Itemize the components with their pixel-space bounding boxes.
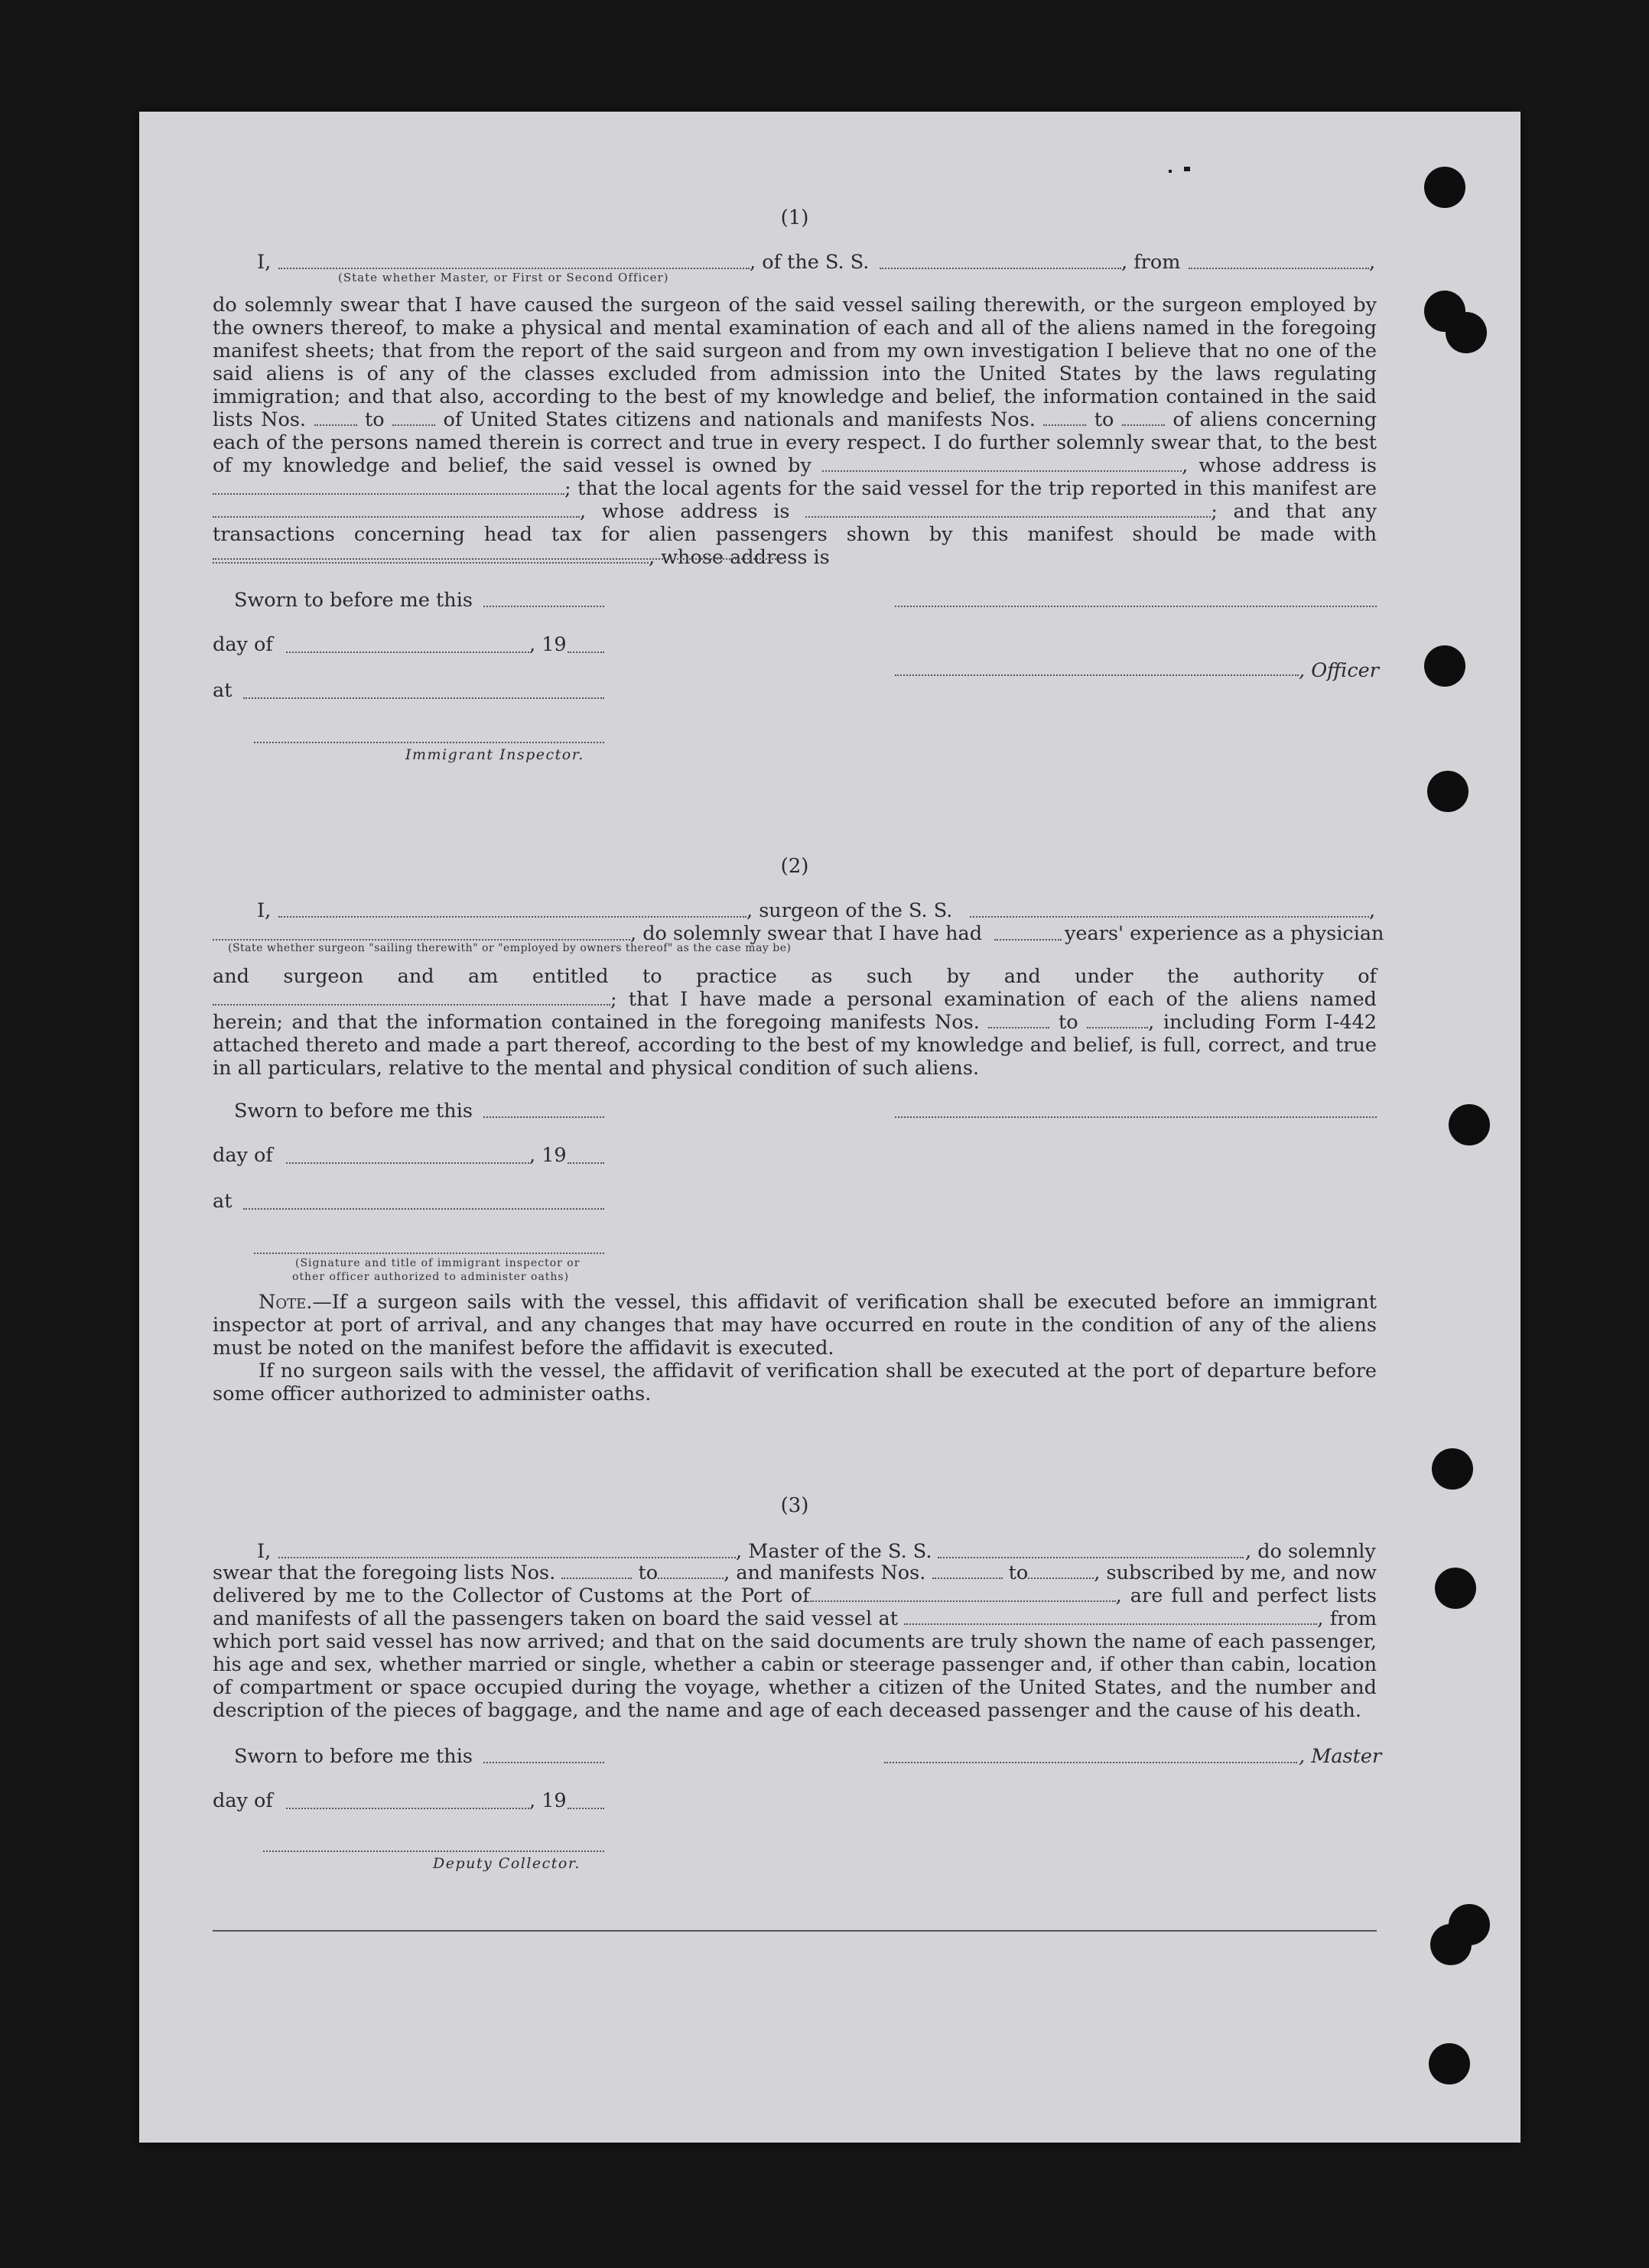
at-place-field-2[interactable] — [243, 1208, 604, 1210]
binder-hole — [1430, 1924, 1472, 1965]
text: years' experience as a physician — [1065, 922, 1384, 945]
text: do solemnly swear that I have caused the surgeon of the said vessel sailing therewith, or the surgeon employed by the owners thereof, to make a physical and mental examination of each and all of the aliens named in the foregoing manifest sheets; that from the report of the said surgeon and from my own investigation I believe that no one of the said aliens is of any of the classes excluded from admission into the United States by the laws regulating immigration; and that also, according to the best of my knowledge and belief, the information contained in the said lists Nos. — [213, 294, 1377, 431]
inspector-signature-field[interactable] — [254, 742, 604, 743]
text: I, — [257, 899, 272, 922]
ink-speck — [1184, 167, 1190, 171]
text: , — [1369, 899, 1376, 922]
text: , 19 — [529, 1144, 567, 1167]
text: Deputy Collector. — [433, 1855, 581, 1872]
section-2-body — [213, 965, 1377, 1080]
text: , — [1369, 251, 1376, 274]
text: Immigrant Inspector. — [405, 746, 584, 763]
officer-signature-field[interactable] — [895, 674, 1299, 676]
binder-hole — [1424, 645, 1465, 687]
text: I, — [257, 251, 272, 274]
at-label-1 — [213, 679, 232, 702]
text: other officer authorized to administer oaths) — [292, 1271, 570, 1283]
master-vessel-field[interactable] — [938, 1557, 1244, 1558]
text: swear that the foregoing lists Nos. — [213, 1561, 556, 1584]
text: If no surgeon sails with the vessel, the affidavit of verification shall be executed at the port of departure before some officer authorized to administer oaths. — [213, 1360, 1377, 1405]
text: of United States citizens and nationals and manifests Nos. — [443, 408, 1036, 431]
text: Sworn to before me this — [234, 1100, 473, 1123]
binder-hole — [1429, 2043, 1470, 2084]
text: (Signature and title of immigrant inspector or — [295, 1257, 581, 1269]
from-label — [1121, 251, 1180, 274]
text: , 19 — [529, 633, 567, 656]
manifests-from-field[interactable] — [932, 1564, 1003, 1579]
day-of-label-1 — [213, 633, 273, 656]
binder-hole — [1449, 1104, 1490, 1145]
text: Sworn to before me this — [234, 1745, 473, 1768]
sworn-date-field-1[interactable] — [483, 606, 604, 607]
year-field-3[interactable] — [568, 1808, 604, 1809]
year-label-1 — [529, 633, 567, 656]
section-number: (2) — [780, 855, 809, 878]
text: I, — [257, 1540, 272, 1563]
master-label — [1299, 1745, 1381, 1768]
inspector-label — [405, 746, 584, 763]
list-no-to-field[interactable] — [392, 411, 435, 426]
text: , including Form I-442 attached thereto and made a part thereof, according to the best of my knowledge and belief, is full, correct, and true in all particulars, relative to the mental and physical condition of such aliens. — [213, 1011, 1377, 1080]
surgeon-name-field[interactable] — [278, 916, 746, 918]
text: that I have made a personal examination of each of the aliens named herein; and that the information contained in the foregoing manifests Nos. — [213, 988, 1377, 1034]
master-signature-field[interactable] — [884, 1762, 1297, 1763]
lists-to-field[interactable] — [658, 1564, 724, 1579]
manifest-no-to-field[interactable] — [1122, 411, 1165, 426]
text: , — [580, 500, 587, 523]
note — [213, 1291, 1377, 1405]
text: at — [213, 1190, 233, 1213]
text: and surgeon and am entitled to practice as such by and under the authority of — [213, 965, 1377, 988]
text: at — [213, 679, 233, 702]
lists-from-field[interactable] — [561, 1564, 632, 1579]
surgeon-status-field[interactable] — [213, 939, 630, 941]
text: to — [638, 1561, 659, 1584]
section-3-body — [213, 1561, 1377, 1722]
year-field-2[interactable] — [568, 1162, 604, 1164]
text: —If a surgeon sails with the vessel, this affidavit of verification shall be executed before an immigrant inspector at port of arrival, and any changes that may have occurred en route in the condition of any of the aliens must be noted on the manifest before the affidavit is executed. — [213, 1291, 1377, 1360]
section-number: (1) — [780, 206, 809, 229]
binder-hole — [1427, 771, 1468, 812]
master-of-ss-label — [736, 1540, 932, 1563]
text: to — [1008, 1561, 1029, 1584]
text: , Master of the S. S. — [736, 1540, 932, 1563]
owner-address-field[interactable] — [213, 479, 564, 495]
note-paragraph-2 — [213, 1360, 1377, 1405]
comma — [1369, 899, 1375, 922]
witness-caption-1 — [295, 1257, 580, 1269]
text: ; — [610, 988, 617, 1011]
witness-signature-field[interactable] — [254, 1253, 604, 1254]
year-field-1[interactable] — [568, 651, 604, 653]
text: (State whether surgeon "sailing therewith" or "employed by owners thereof" as the case may be) — [228, 942, 792, 954]
deputy-label — [433, 1855, 581, 1872]
at-place-field-1[interactable] — [243, 697, 604, 699]
day-of-label-3 — [213, 1789, 273, 1812]
note-paragraph-1 — [213, 1291, 1377, 1360]
section-1-first-line — [257, 251, 271, 274]
text: , do solemnly — [1245, 1540, 1376, 1563]
officer-caption — [338, 271, 669, 284]
text: (State whether Master, or First or Second Officer) — [338, 271, 669, 284]
year-label-3 — [529, 1789, 567, 1812]
text: of aliens concerning each of the persons named therein is correct and true in every respect. I do further solemnly swear that, to the best of my knowledge and belief, the said vessel is owned by — [213, 408, 1377, 477]
day-of-label-2 — [213, 1144, 273, 1167]
text: day of — [213, 633, 273, 656]
of-ss-label — [750, 251, 869, 274]
section-2-first-line — [257, 899, 271, 922]
surgeon-of-ss-label — [746, 899, 952, 922]
text: , and manifests Nos. — [724, 1561, 926, 1584]
note-label: Note. — [259, 1291, 313, 1314]
text: , from — [1121, 251, 1181, 274]
head-tax-address-field[interactable] — [213, 558, 782, 560]
manifest-from-field[interactable] — [988, 1013, 1049, 1028]
sworn-label-2 — [234, 1100, 473, 1123]
at-label-2 — [213, 1190, 232, 1213]
agents-address-field[interactable] — [805, 502, 1211, 518]
text: to — [364, 408, 385, 431]
binder-hole — [1424, 167, 1465, 208]
master-name-field[interactable] — [278, 1557, 736, 1558]
month-field-2[interactable] — [286, 1162, 529, 1164]
section-3-paragraph — [213, 1561, 1377, 1722]
text: , are full and perfect lists and manifests of all the passengers taken on board the said vessel at — [213, 1584, 1377, 1630]
surgeon-signature-field[interactable] — [895, 1116, 1377, 1118]
authority-field[interactable] — [213, 990, 610, 1006]
officer-label — [1299, 659, 1379, 682]
manifests-to-field[interactable] — [1028, 1564, 1094, 1579]
sworn-date-field-2[interactable] — [483, 1116, 604, 1118]
sworn-label-1 — [234, 589, 473, 612]
witness-caption-2 — [292, 1271, 569, 1283]
agents-field[interactable] — [213, 502, 580, 518]
section-number: (3) — [780, 1494, 809, 1517]
comma — [1369, 251, 1375, 274]
manifest-no-from-field[interactable] — [1043, 411, 1086, 426]
port-field[interactable] — [810, 1587, 1116, 1602]
departure-port-field[interactable] — [904, 1610, 1317, 1625]
years-experience-field[interactable] — [994, 939, 1062, 941]
binder-hole — [1446, 312, 1487, 353]
text: , 19 — [529, 1789, 567, 1812]
deputy-signature-field[interactable] — [263, 1850, 604, 1852]
text: , whose address is — [1182, 454, 1377, 477]
do-solemnly-label — [1245, 1540, 1376, 1563]
text: day of — [213, 1144, 273, 1167]
list-no-from-field[interactable] — [314, 411, 357, 426]
text: that the local agents for the said vessel for the trip reported in this manifest are — [577, 477, 1377, 500]
sworn-label-3 — [234, 1745, 473, 1768]
binder-hole — [1432, 1448, 1473, 1490]
ink-speck — [1169, 170, 1172, 173]
bottom-rule — [213, 1930, 1377, 1932]
text: day of — [213, 1789, 273, 1812]
text: ; and that any transactions concerning head tax for alien passengers shown by this manifest should be made with — [213, 500, 1377, 546]
text: to — [1058, 1011, 1078, 1034]
from-port-field[interactable] — [1189, 268, 1369, 269]
years-physician-label — [1065, 922, 1384, 945]
officer-name-field[interactable] — [278, 268, 750, 269]
officer-signature-top[interactable] — [895, 606, 1377, 607]
text: , of the S. S. — [750, 251, 870, 274]
text: , from which port said vessel has now arrived; and that on the said documents are truly shown the name of each passenger, his age and sex, whether married or single, whether a cabin or steerage passenger and, if other than cabin, location of compartment or space occupied during the voyage, whether a citizen of the United States, and the number and description of the pieces of baggage, and the name and age of each deceased passenger and the cause of his death. — [213, 1607, 1377, 1722]
month-field-3[interactable] — [286, 1808, 529, 1809]
text: , surgeon of the S. S. — [746, 899, 953, 922]
text: ; — [564, 477, 571, 500]
section-3 — [213, 1494, 1377, 1517]
section-1-body — [213, 294, 1377, 569]
owner-field[interactable] — [822, 457, 1182, 472]
section-2-paragraph — [213, 965, 1377, 1080]
text: , Master — [1299, 1745, 1382, 1768]
binder-hole — [1435, 1568, 1476, 1609]
head-tax-field[interactable] — [213, 548, 649, 564]
section-2 — [213, 855, 1377, 878]
text: to — [1094, 408, 1114, 431]
section-1-paragraph — [213, 294, 1377, 569]
year-label-2 — [529, 1144, 567, 1167]
text: , Officer — [1299, 659, 1379, 682]
surgeon-vessel-field[interactable] — [970, 916, 1369, 918]
section-3-first-line — [257, 1540, 271, 1563]
section-1 — [213, 206, 1377, 229]
text: , subscribed by me, and now delivered by me to the Collector of Customs at the Port of — [213, 1561, 1377, 1607]
text: whose address is — [601, 500, 790, 523]
sworn-date-field-3[interactable] — [483, 1762, 604, 1763]
vessel-name-field[interactable] — [880, 268, 1121, 269]
month-field-1[interactable] — [286, 651, 529, 653]
text: Sworn to before me this — [234, 589, 473, 612]
manifest-to-field[interactable] — [1087, 1013, 1148, 1028]
text: , do solemnly swear that I have had — [630, 922, 983, 945]
text: , whose address is — [649, 546, 830, 569]
surgeon-caption — [228, 942, 791, 954]
